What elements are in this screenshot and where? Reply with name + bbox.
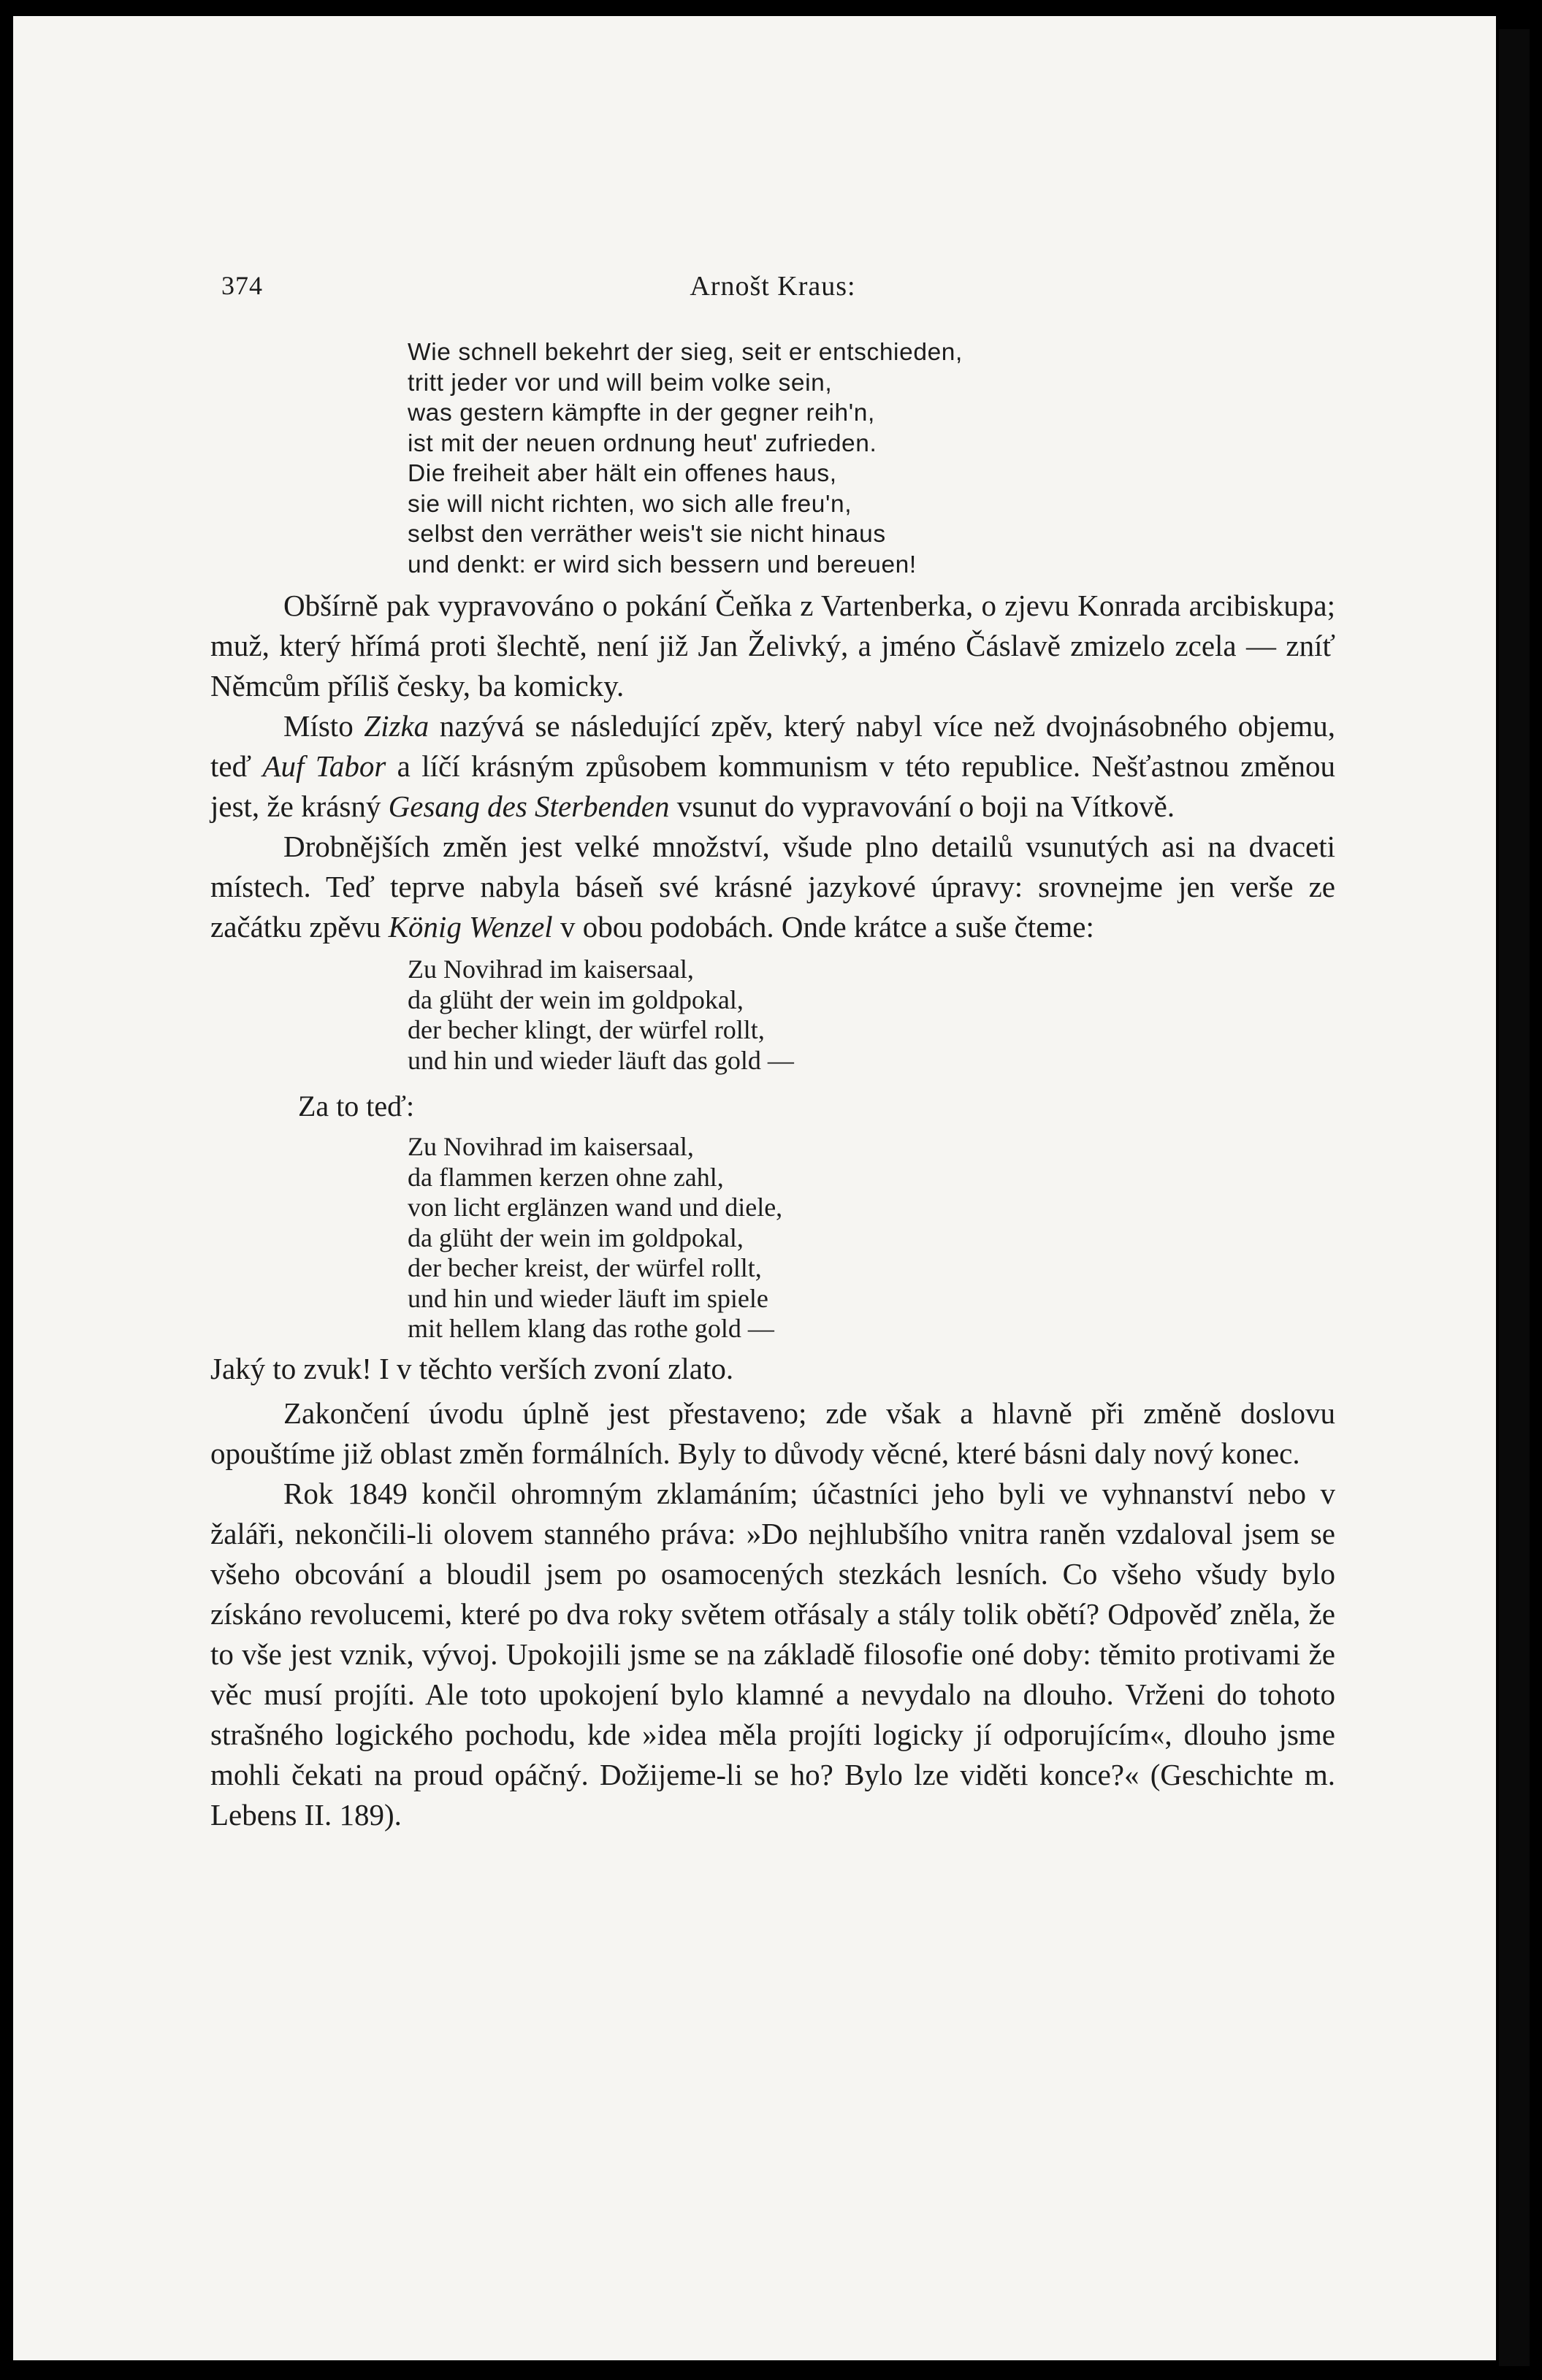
verse-quote-old <box>210 954 1335 1076</box>
scan-edge-bar <box>1499 29 1530 2366</box>
paragraph: Zakončení úvodu úplně jest přestaveno; zde však a hlavně při změně doslovu opouštíme již oblast změn formálních. Byly to důvody věcné, které básni daly nový konec. <box>210 1396 1335 1470</box>
text-run: vsunut do vypravování o boji na Vítkově. <box>669 789 1175 823</box>
verse-line: Wie schnell bekehrt der sieg, seit er entschieden, <box>408 339 963 366</box>
verse-line: da glüht der wein im goldpokal, <box>408 1222 744 1252</box>
paragraph <box>210 827 1335 947</box>
italic-title: Gesang des Sterbenden <box>388 789 670 823</box>
verse-line: der becher klingt, der würfel rollt, <box>408 1015 765 1044</box>
verse-line: Zu Novihrad im kaisersaal, <box>408 954 694 984</box>
verse-line: der becher kreist, der würfel rollt, <box>408 1253 762 1282</box>
page-content <box>210 270 1335 1835</box>
book-page <box>13 16 1496 2360</box>
paragraph: Rok 1849 končil ohromným zklamáním; účastníci jeho byli ve vyhnanství nebo v žaláři, nekončili-li olovem stanného práva: »Do nejhlubšího vnitra raněn vzdaloval jsem se všeho obcování a bloudil jsem po osamocených stezkách lesních. Co všeho všudy bylo získáno revolucemi, které po dva roky světem otřásaly a stály tolik obětí? Odpověď zněla, že to vše jest vznik, vývoj. Upokojili jsme se na základě filosofie oné doby: těmito protivami že věc musí projíti. Ale toto upokojení bylo klamné a nevydalo na dlouho. Vrženi do tohoto strašného logického pochodu, kde »idea měla projíti logicky jí odporujícím«, dlouho jsme mohli čekati na proud opáčný. Dožijeme-li se ho? Bylo lze viděti konce?« (Geschichte m. Lebens II. 189). <box>210 1476 1335 1832</box>
verse-line: da glüht der wein im goldpokal, <box>408 984 744 1014</box>
verse-quote-german <box>210 337 1335 580</box>
verse-line: sie will nicht richten, wo sich alle freu'n, <box>408 490 852 518</box>
paragraph <box>210 706 1335 827</box>
verse-line: selbst den verräther weis't sie nicht hinaus <box>408 521 886 548</box>
verse-line: von licht erglänzen wand und diele, <box>408 1193 783 1222</box>
verse-line: mit hellem klang das rothe gold — <box>408 1314 774 1343</box>
za-to-line: Za to teď: <box>298 1090 415 1122</box>
text-run: Místo <box>283 709 364 743</box>
italic-title: König Wenzel <box>388 910 553 944</box>
text-run: a líčí krásným způsobem kommunism v této republice. Nešťastnou změnou jest, že krásný <box>210 749 1335 823</box>
verse-line: Die freiheit aber hält ein offenes haus, <box>408 460 837 487</box>
text-run: nazývá se následující zpěv, který nabyl více než dvojnásobného objemu, teď <box>210 709 1335 783</box>
page-header <box>210 270 1335 314</box>
verse-line: und denkt: er wird sich bessern und bereuen! <box>408 551 917 578</box>
verse-line: Zu Novihrad im kaisersaal, <box>408 1132 694 1161</box>
verse-line: tritt jeder vor und will beim volke sein, <box>408 369 833 397</box>
verse-quote-new <box>210 1132 1335 1344</box>
page-number: 374 <box>221 271 263 300</box>
paragraph: Obšírně pak vypravováno o pokání Čeňka z Vartenberka, o zjevu Konrada arcibiskupa; muž, který hřímá proti šlechtě, není již Jan Želivký, a jméno Čáslavě zmizelo zcela — zníť Němcům příliš česky, ba komicky. <box>210 589 1335 703</box>
verse-line: und hin und wieder läuft das gold — <box>408 1045 794 1075</box>
verse-line: was gestern kämpfte in der gegner reih'n, <box>408 399 875 426</box>
text-run: Drobnějších změn jest velké množství, všude plno detailů vsunutých asi na dvaceti místech. Teď teprve nabyla báseň své krásné jazykové úpravy: srovnejme jen verše ze začátku zpěvu <box>210 830 1335 944</box>
paragraph: Jaký to zvuk! I v těchto verších zvoní zlato. <box>210 1351 734 1385</box>
italic-title: Zizka <box>364 709 430 743</box>
verse-line: da flammen kerzen ohne zahl, <box>408 1162 724 1192</box>
verse-line: ist mit der neuen ordnung heut' zufrieden. <box>408 429 877 457</box>
running-head: Arnošt Kraus: <box>690 271 856 302</box>
text-run: v obou podobách. Onde krátce a suše čteme: <box>552 910 1094 944</box>
italic-title: Auf Tabor <box>262 749 386 783</box>
verse-line: und hin und wieder läuft im spiele <box>408 1283 768 1313</box>
